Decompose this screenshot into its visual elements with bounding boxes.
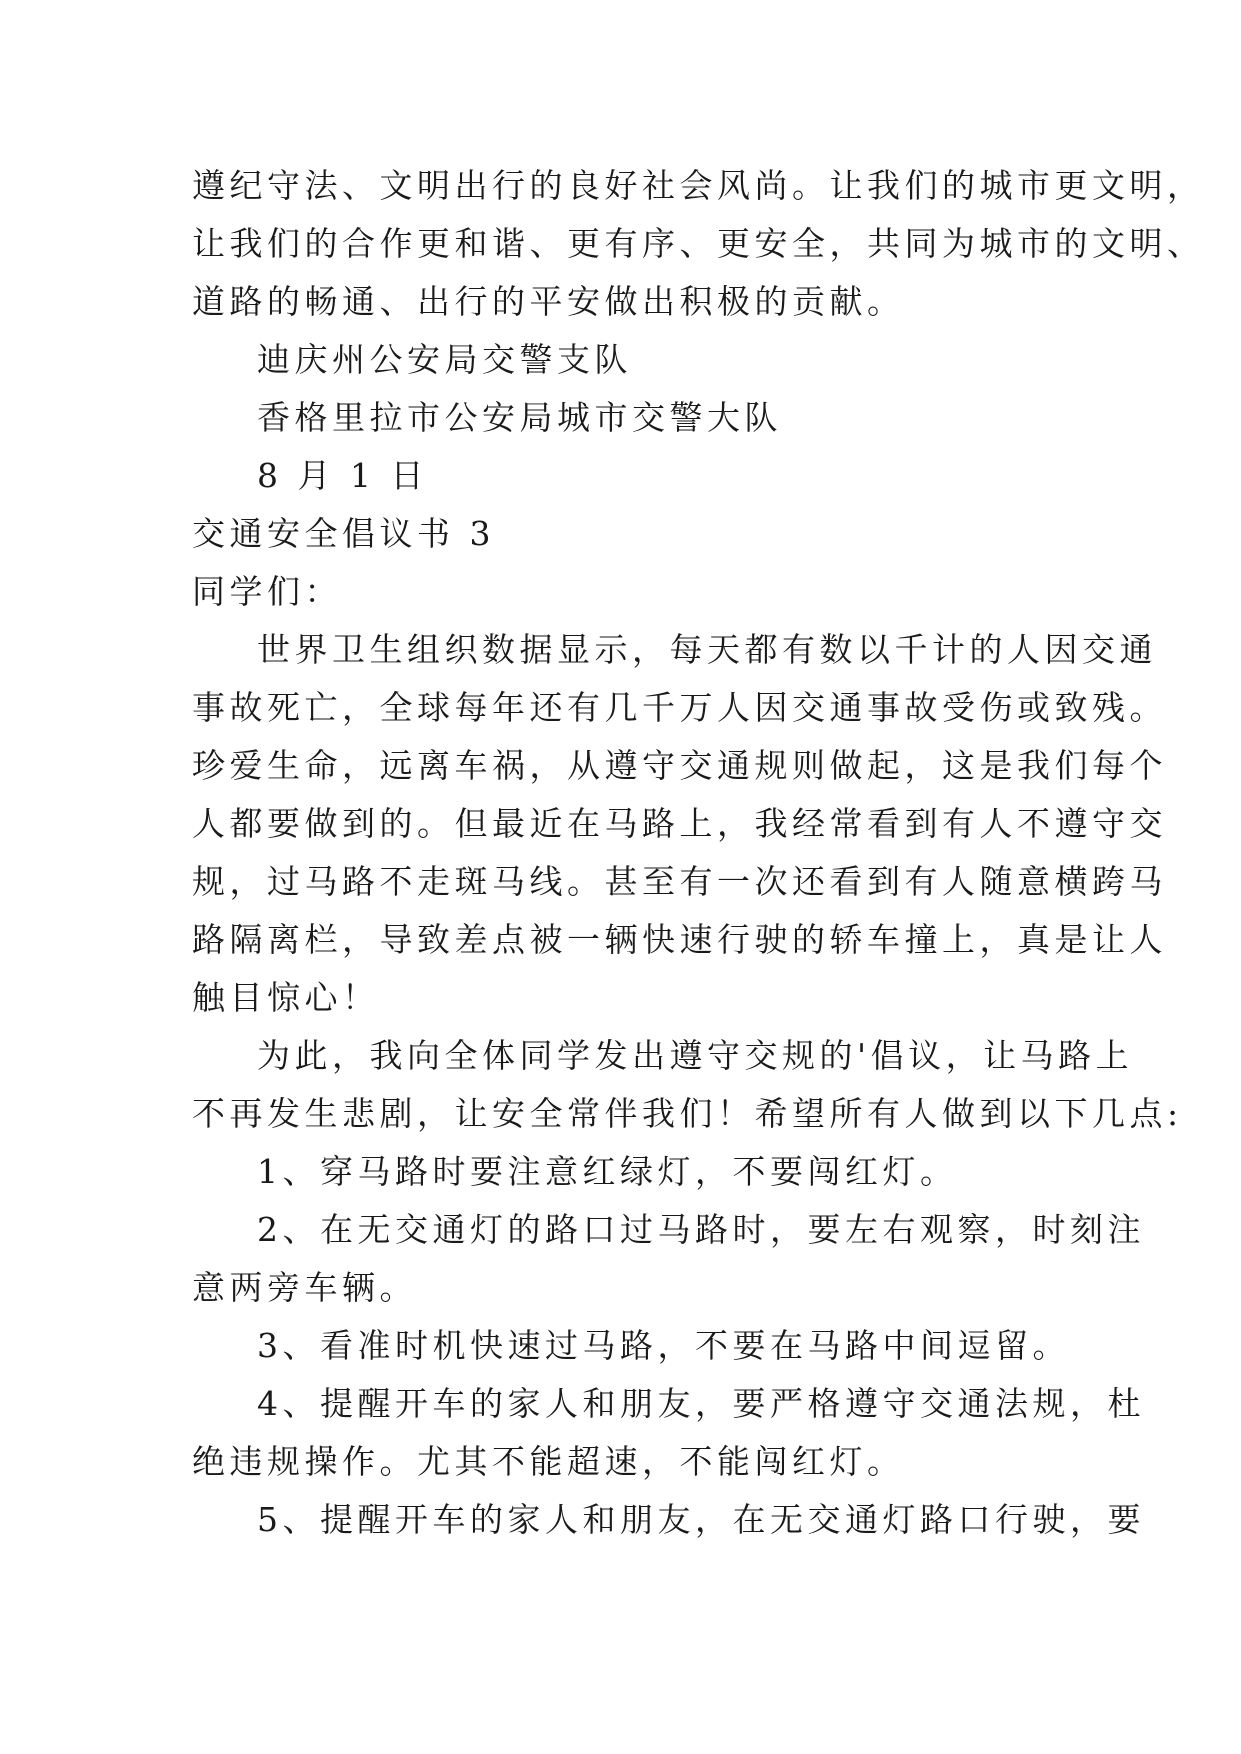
text-line: 不再发生悲剧，让安全常伴我们！希望所有人做到以下几点: [192,1094,1183,1133]
section-heading: 交通安全倡议书 3 [192,514,495,553]
text-line: 规，过马路不走斑马线。甚至有一次还看到有人随意横跨马 [192,862,1167,901]
list-item: 4、提醒开车的家人和朋友，要严格遵守交通法规，杜 [257,1384,1145,1423]
text-line: 为此，我向全体同学发出遵守交规的'倡议，让马路上 [257,1036,1134,1075]
text-line: 人都要做到的。但最近在马路上，我经常看到有人不遵守交 [192,804,1167,843]
text-line: 绝违规操作。尤其不能超速，不能闯红灯。 [192,1442,905,1481]
list-item: 2、在无交通灯的路口过马路时，要左右观察，时刻注 [257,1210,1145,1249]
signature-issuer-1: 迪庆州公安局交警支队 [257,340,632,379]
signature-issuer-2: 香格里拉市公安局城市交警大队 [257,398,782,437]
salutation: 同学们： [192,572,342,611]
text-line: 触目惊心！ [192,978,380,1017]
text-line: 遵纪守法、文明出行的良好社会风尚。让我们的城市更文明， [192,166,1205,205]
text-line: 世界卫生组织数据显示，每天都有数以千计的人因交通 [257,630,1157,669]
text-line: 意两旁车辆。 [192,1268,417,1307]
signature-date: 8 月 1 日 [257,456,428,495]
text-line: 路隔离栏，导致差点被一辆快速行驶的轿车撞上，真是让人 [192,920,1167,959]
list-item: 5、提醒开车的家人和朋友，在无交通灯路口行驶，要 [257,1500,1145,1539]
list-item: 1、穿马路时要注意红绿灯，不要闯红灯。 [257,1152,958,1191]
text-line: 事故死亡，全球每年还有几千万人因交通事故受伤或致残。 [192,688,1167,727]
text-line: 让我们的合作更和谐、更有序、更安全，共同为城市的文明、 [192,224,1205,263]
text-line: 珍爱生命，远离车祸，从遵守交通规则做起，这是我们每个 [192,746,1167,785]
text-line: 道路的畅通、出行的平安做出积极的贡献。 [192,282,905,321]
list-item: 3、看准时机快速过马路，不要在马路中间逗留。 [257,1326,1070,1365]
